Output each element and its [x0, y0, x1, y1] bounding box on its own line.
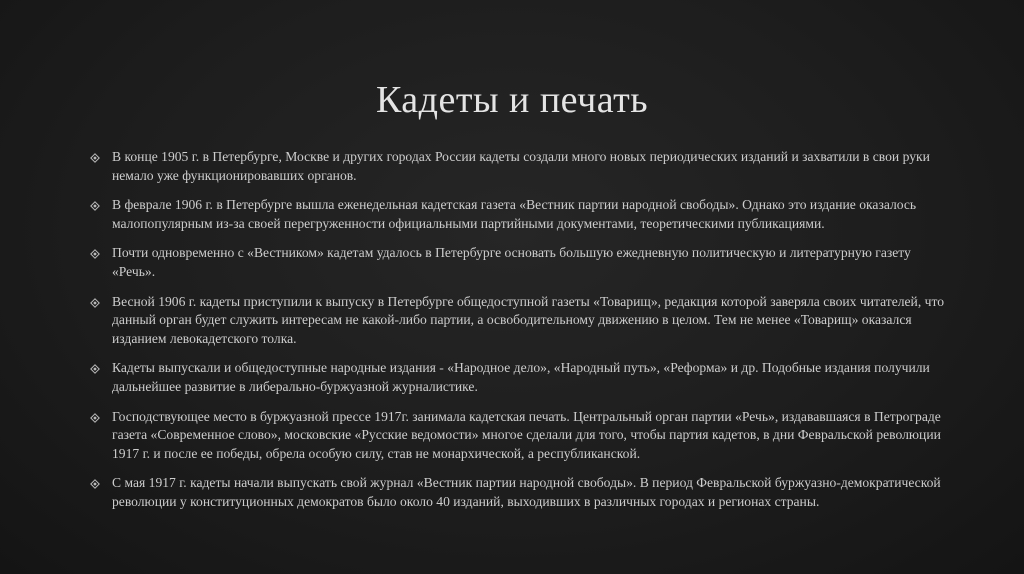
diamond-bullet-icon	[90, 244, 112, 263]
bullet-text: Почти одновременно с «Вестником» кадетам удалось в Петербурге основать большую ежедневную политическую и литературную газету «Речь».	[112, 245, 911, 279]
slide-title: Кадеты и печать	[375, 79, 649, 121]
diamond-bullet-icon	[90, 196, 112, 215]
diamond-bullet-icon	[90, 359, 112, 378]
bullet-item	[90, 474, 950, 511]
bullet-text: В конце 1905 г. в Петербурге, Москве и других городах России кадеты создали много новых периодических изданий и захватили в свои руки немало уже функционировавших органов.	[112, 149, 930, 183]
bullet-text: С мая 1917 г. кадеты начали выпускать свой журнал «Вестник партии народной свободы». В период Февральской буржуазно-демократической революции у конституционных демократов было около 40 изданий, выходивших в различных городах и регионах страны.	[112, 475, 941, 509]
bullet-text: В феврале 1906 г. в Петербурге вышла еженедельная кадетская газета «Вестник партии народной свободы». Однако это издание оказалось малопопулярным из-за своей перегруженности официальными партийными документами, теоретическими публикациями.	[112, 197, 917, 231]
diamond-bullet-icon	[90, 474, 112, 493]
bullet-item	[90, 408, 950, 464]
bullet-item	[90, 359, 950, 396]
diamond-bullet-icon	[90, 148, 112, 167]
bullet-text: Кадеты выпускали и общедоступные народные издания - «Народное дело», «Народный путь», «Реформа» и др. Подобные издания получили дальнейшее развитие в либерально-буржуазной журналистике.	[112, 360, 930, 394]
bullet-text: Господствующее место в буржуазной прессе 1917г. занимала кадетская печать. Центральный орган партии «Речь», издававшаяся в Петрограде газета «Современное слово», московские «Русские ведомости» многое сделали для того, чтобы партия кадетов, в дни Февральской революции 1917 г. и после ее победы, обрела особую силу, став не монархической, а республиканской.	[112, 408, 941, 461]
bullet-item	[90, 148, 950, 185]
bullet-text: Весной 1906 г. кадеты приступили к выпуску в Петербурге общедоступной газеты «Товарищ», редакция которой заверяла своих читателей, что данный орган будет служить интересам не какой-либо партии, а освободительному движению в целом. Тем не менее «Товарищ» оказался изданием левокадетского толка.	[112, 293, 945, 346]
bullet-item	[90, 293, 950, 349]
diamond-bullet-icon	[90, 408, 112, 427]
diamond-bullet-icon	[90, 293, 112, 312]
bullet-item	[90, 196, 950, 233]
bullet-list	[90, 148, 950, 523]
bullet-item	[90, 244, 950, 281]
